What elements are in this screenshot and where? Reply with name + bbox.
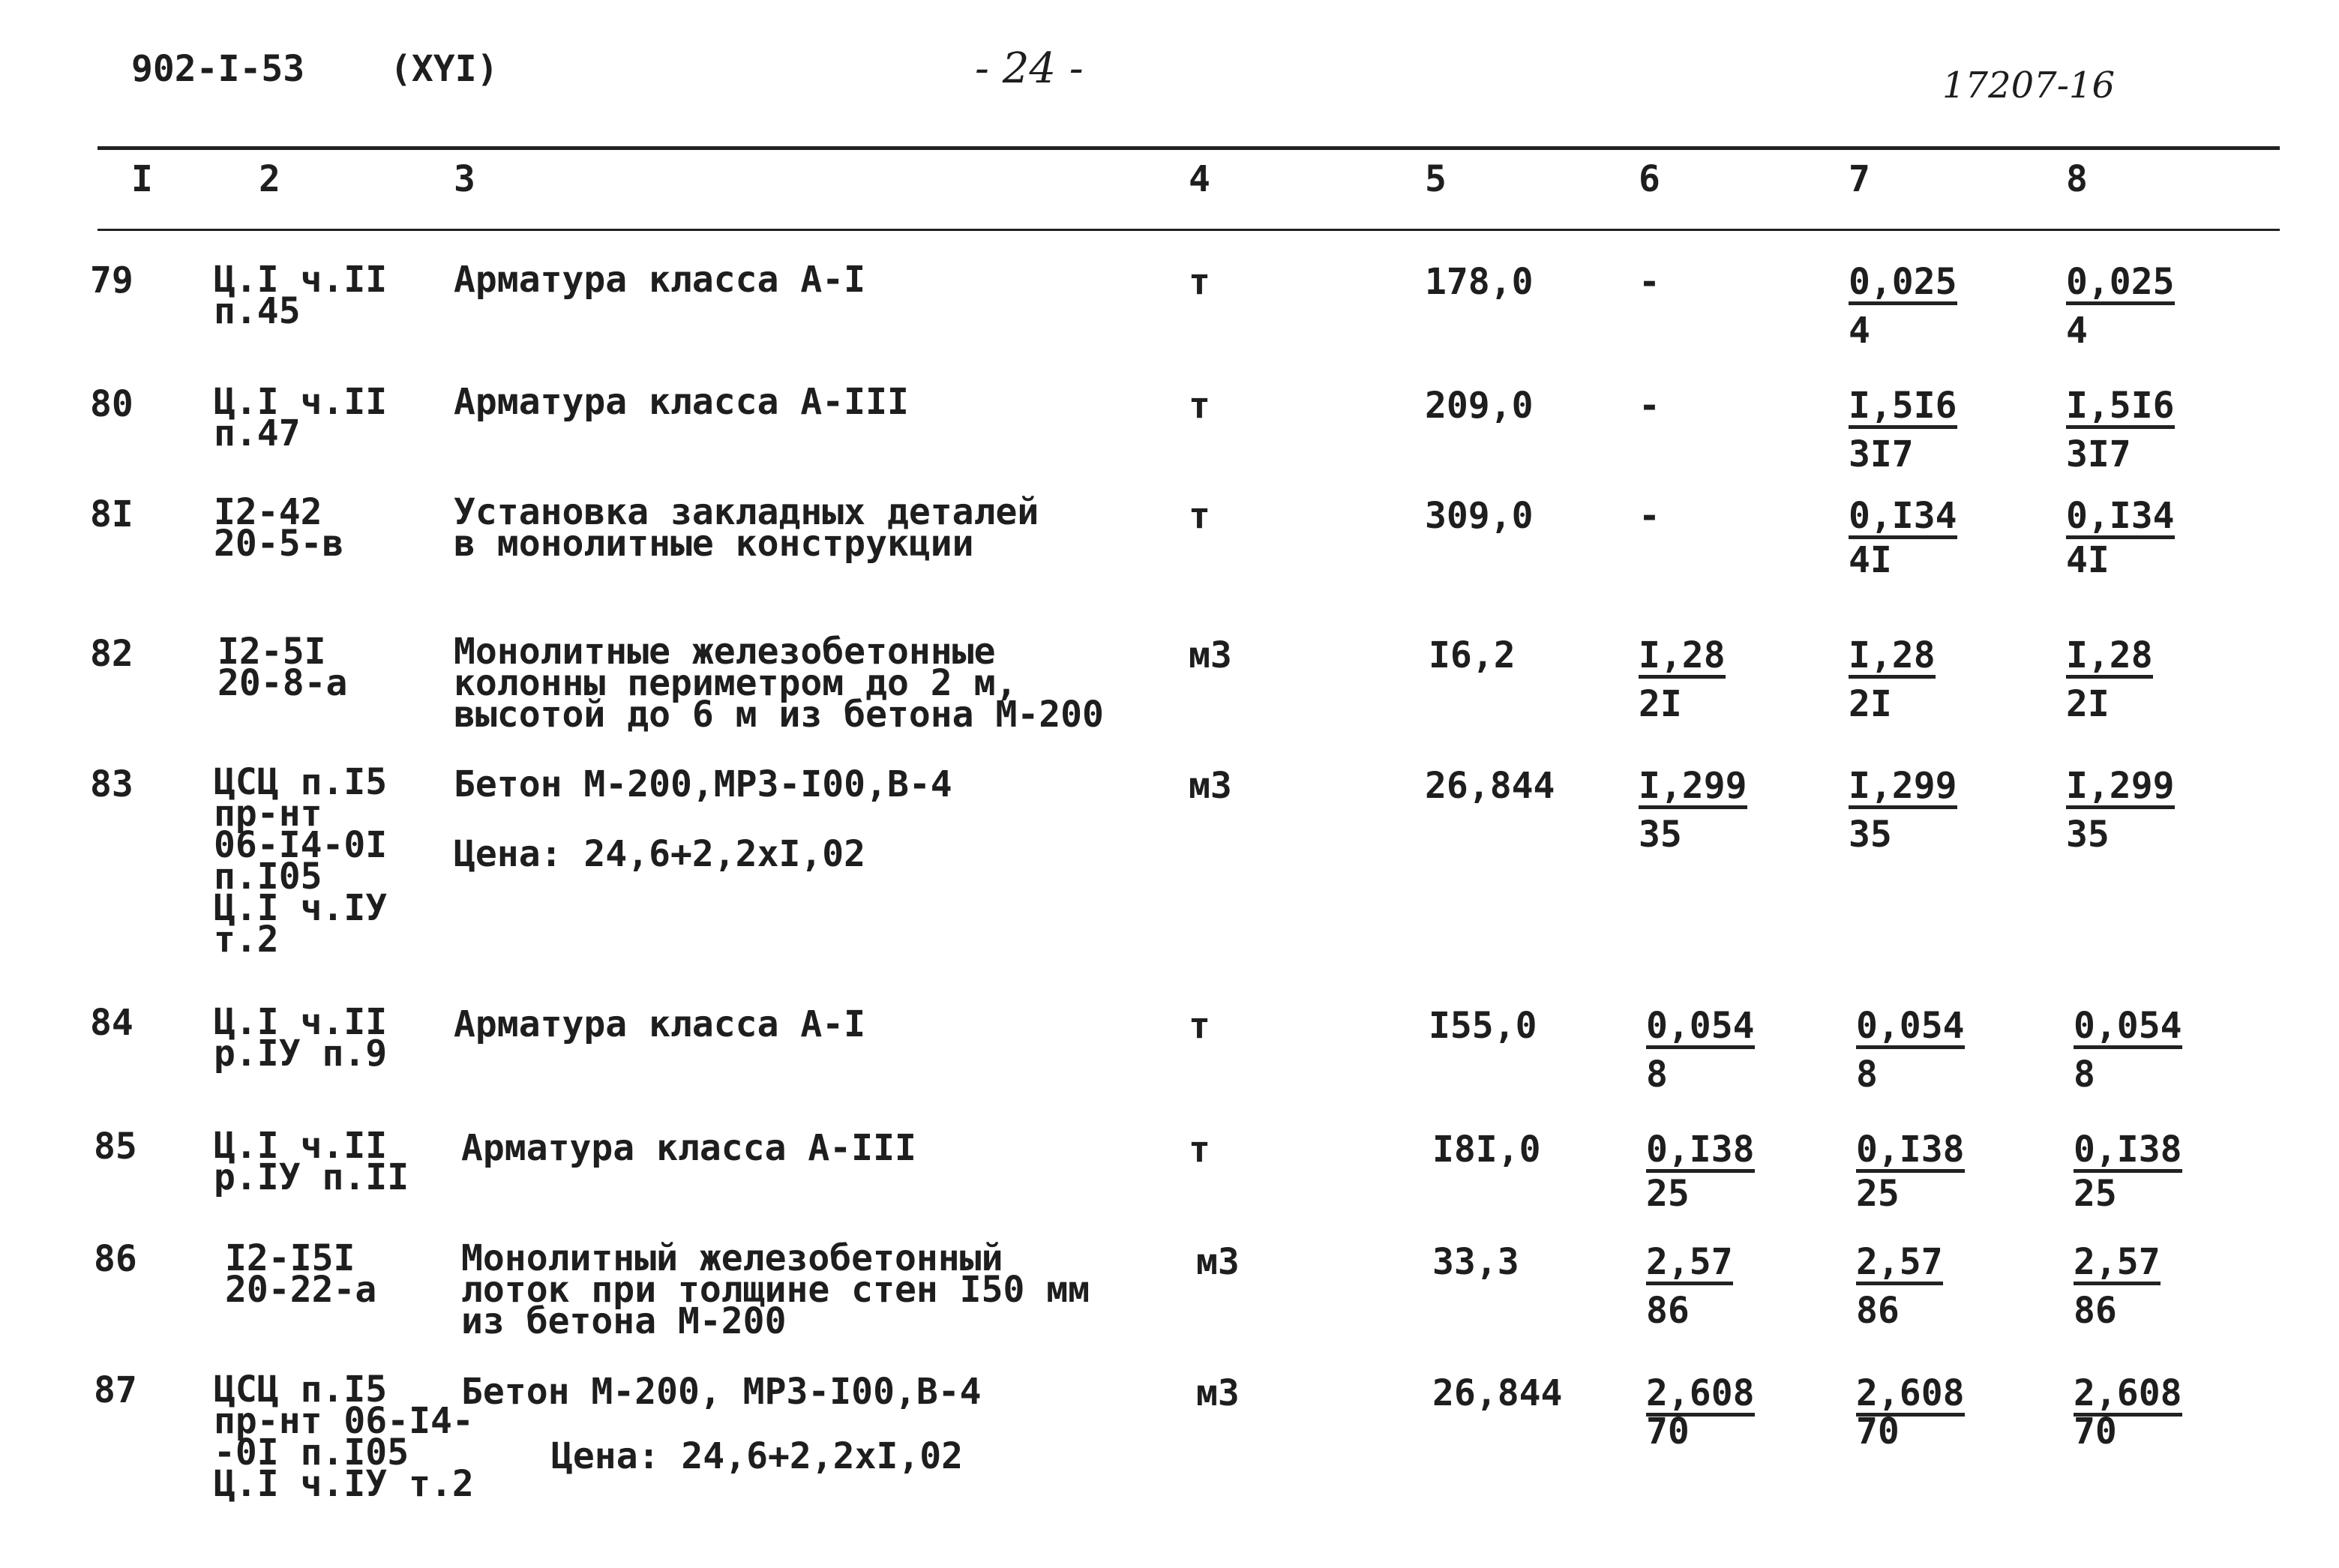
row-description: Арматура класса А-III <box>454 381 909 423</box>
col6-sub: 70 <box>1646 1411 1690 1453</box>
col7-sub: 3I7 <box>1849 433 1914 475</box>
row-description: Монолитные железобетонные колонны периметром до 2 м, высотой до 6 м из бетона М-200 <box>454 631 1104 736</box>
col6-value: I,28 <box>1639 637 1726 679</box>
row-unit: т <box>1189 261 1210 303</box>
col7-value: 2,57 <box>1856 1244 1943 1285</box>
handwritten-code: 17207-16 <box>1942 64 2115 106</box>
row-col7 <box>1856 1241 1943 1332</box>
row-number: 8I <box>90 493 133 535</box>
col8-value: 0,I38 <box>2074 1132 2182 1173</box>
col6-sub: 2I <box>1639 683 1682 725</box>
row-reference: Ц.I ч.II р.IУ п.II <box>214 1125 409 1198</box>
row-unit: м3 <box>1189 634 1232 676</box>
row-number: 79 <box>90 259 133 301</box>
row-col8 <box>2074 1241 2161 1332</box>
row-col8 <box>2074 1129 2182 1215</box>
col6-sub: 86 <box>1646 1290 1690 1332</box>
col8-value: 2,608 <box>2074 1375 2182 1417</box>
col7-sub: 2I <box>1849 683 1892 725</box>
row-description: Арматура класса А-III <box>461 1127 916 1169</box>
col7-value: 0,025 <box>1849 264 1957 305</box>
row-price-formula: Цена: 24,6+2,2хI,02 <box>454 833 866 875</box>
col8-value: I,299 <box>2066 768 2175 809</box>
col6-value: - <box>1639 385 1660 427</box>
column-header-3: 3 <box>454 158 475 200</box>
col7-sub: 25 <box>1856 1173 1900 1215</box>
row-price: 33,3 <box>1432 1241 1519 1283</box>
col8-sub: 2I <box>2066 683 2110 725</box>
row-unit: т <box>1189 495 1210 537</box>
col8-value: 0,025 <box>2066 264 2175 305</box>
row-col8 <box>2066 765 2175 856</box>
row-description: Арматура класса А-I <box>454 259 866 301</box>
col8-value: I,28 <box>2066 637 2153 679</box>
column-header-2: 2 <box>259 158 280 200</box>
col6-value: - <box>1639 495 1660 537</box>
row-number: 80 <box>90 383 133 425</box>
column-header-5: 5 <box>1425 158 1447 200</box>
col8-sub: 3I7 <box>2066 433 2131 475</box>
col8-value: 2,57 <box>2074 1244 2161 1285</box>
row-reference: I2-5I 20-8-а <box>217 631 348 704</box>
col7-value: I,28 <box>1849 637 1936 679</box>
col8-sub: 70 <box>2074 1411 2117 1453</box>
row-reference: Ц.I ч.II п.47 <box>214 381 388 454</box>
row-number: 83 <box>90 763 133 805</box>
row-price: 178,0 <box>1425 261 1534 303</box>
row-price: 26,844 <box>1432 1372 1563 1414</box>
row-col7 <box>1849 765 1957 856</box>
row-price-formula: Цена: 24,6+2,2хI,02 <box>551 1435 964 1477</box>
row-price: 209,0 <box>1425 385 1534 427</box>
row-number: 87 <box>94 1369 137 1411</box>
row-price: 26,844 <box>1425 765 1555 807</box>
col8-sub: 86 <box>2074 1290 2117 1332</box>
row-price: 309,0 <box>1425 495 1534 537</box>
row-col6 <box>1646 1241 1733 1332</box>
col8-value: 0,054 <box>2074 1008 2182 1049</box>
row-unit: т <box>1189 1005 1210 1047</box>
row-col6 <box>1639 765 1747 856</box>
row-unit: м3 <box>1189 765 1232 807</box>
row-col7 <box>1849 261 1957 352</box>
row-description: Бетон М-200, МРЗ-I00,В-4 <box>461 1371 982 1413</box>
col7-value: 0,054 <box>1856 1008 1965 1049</box>
row-reference: ЦСЦ п.I5 пр-нт 06-I4-0I п.I05 Ц.I ч.IУ т.2 <box>214 761 388 961</box>
row-col6 <box>1639 634 1726 725</box>
row-col7 <box>1856 1372 1965 1453</box>
document-code: 902-I-53 <box>131 48 305 90</box>
col7-sub: 8 <box>1856 1054 1878 1096</box>
column-header-1: I <box>131 158 153 200</box>
row-reference: ЦСЦ п.I5 пр-нт 06-I4- -0I п.I05 Ц.I ч.IУ т.2 <box>214 1369 474 1505</box>
row-col6 <box>1646 1129 1755 1215</box>
header-rule <box>97 229 2280 231</box>
col7-value: 0,I38 <box>1856 1132 1965 1173</box>
column-header-8: 8 <box>2066 158 2088 200</box>
col6-value: 0,054 <box>1646 1008 1755 1049</box>
row-col8 <box>2066 495 2175 581</box>
col7-sub: 4I <box>1849 539 1892 581</box>
row-col8 <box>2066 634 2153 725</box>
row-unit: м3 <box>1196 1241 1240 1283</box>
column-header-4: 4 <box>1189 158 1210 200</box>
col6-value: 2,57 <box>1646 1244 1733 1285</box>
row-number: 85 <box>94 1126 137 1168</box>
row-price: I6,2 <box>1429 634 1516 676</box>
col8-sub: 8 <box>2074 1054 2095 1096</box>
row-col7 <box>1849 634 1936 725</box>
column-header-6: 6 <box>1639 158 1660 200</box>
row-col6 <box>1646 1372 1755 1453</box>
col7-sub: 35 <box>1849 814 1892 856</box>
col6-sub: 25 <box>1646 1173 1690 1215</box>
col7-value: I,5I6 <box>1849 388 1957 429</box>
row-col6 <box>1639 495 1660 537</box>
row-col7 <box>1856 1129 1965 1215</box>
col7-sub: 86 <box>1856 1290 1900 1332</box>
col8-value: 0,I34 <box>2066 498 2175 539</box>
row-price: I55,0 <box>1429 1005 1537 1047</box>
row-number: 84 <box>90 1002 133 1044</box>
col8-sub: 25 <box>2074 1173 2117 1215</box>
row-description: Арматура класса А-I <box>454 1003 866 1045</box>
col8-sub: 4 <box>2066 310 2088 352</box>
row-price: I8I,0 <box>1432 1129 1541 1171</box>
row-unit: м3 <box>1196 1372 1240 1414</box>
row-number: 86 <box>94 1238 137 1280</box>
row-reference: I2-42 20-5-в <box>214 491 344 565</box>
row-col7 <box>1849 385 1957 475</box>
col7-sub: 70 <box>1856 1411 1900 1453</box>
row-description: Бетон М-200,МРЗ-I00,В-4 <box>454 763 952 805</box>
row-col6 <box>1646 1005 1755 1096</box>
row-unit: т <box>1189 385 1210 427</box>
row-col8 <box>2074 1005 2182 1096</box>
col6-value: 0,I38 <box>1646 1132 1755 1173</box>
col6-value: I,299 <box>1639 768 1747 809</box>
column-header-7: 7 <box>1849 158 1870 200</box>
page-number: - 24 - <box>975 44 1084 93</box>
col6-value: 2,608 <box>1646 1375 1755 1417</box>
row-reference: Ц.I ч.II р.IУ п.9 <box>214 1001 388 1075</box>
top-rule <box>97 146 2280 150</box>
row-col6 <box>1639 261 1660 303</box>
col6-value: - <box>1639 261 1660 303</box>
col7-value: 2,608 <box>1856 1375 1965 1417</box>
col7-sub: 4 <box>1849 310 1870 352</box>
section-code: (XYI) <box>390 48 499 90</box>
col8-sub: 4I <box>2066 539 2110 581</box>
col8-value: I,5I6 <box>2066 388 2175 429</box>
row-unit: т <box>1189 1129 1210 1171</box>
col6-sub: 35 <box>1639 814 1682 856</box>
col7-value: I,299 <box>1849 768 1957 809</box>
col6-sub: 8 <box>1646 1054 1668 1096</box>
col8-sub: 35 <box>2066 814 2110 856</box>
row-description: Монолитный железобетонный лоток при толщине стен I50 мм из бетона М-200 <box>461 1237 1090 1342</box>
row-reference: Ц.I ч.II п.45 <box>214 259 388 332</box>
row-number: 82 <box>90 633 133 675</box>
row-col6 <box>1639 385 1660 427</box>
row-col7 <box>1856 1005 1965 1096</box>
row-description: Установка закладных деталей в монолитные конструкции <box>454 491 1039 565</box>
row-col8 <box>2066 385 2175 475</box>
col7-value: 0,I34 <box>1849 498 1957 539</box>
row-col8 <box>2066 261 2175 352</box>
row-col8 <box>2074 1372 2182 1453</box>
row-col7 <box>1849 495 1957 581</box>
row-reference: I2-I5I 20-22-а <box>225 1237 377 1311</box>
